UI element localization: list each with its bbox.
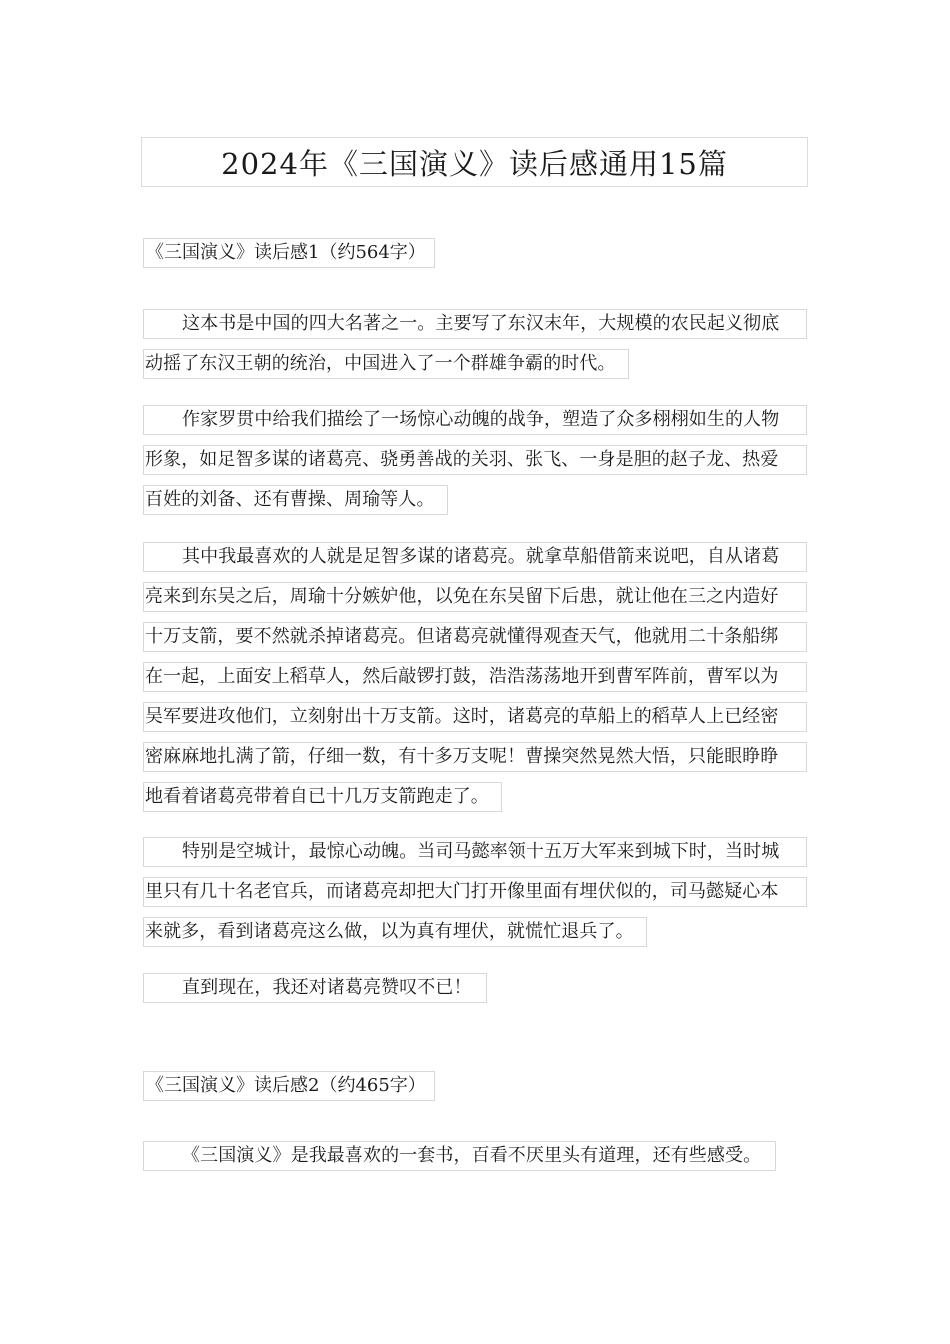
paragraph-line: 亮来到东吴之后，周瑜十分嫉妒他，以免在东吴留下后患，就让他在三之内造好 bbox=[143, 582, 807, 612]
document-title: 2024年《三国演义》读后感通用15篇 bbox=[141, 137, 808, 187]
paragraph-line: 作家罗贯中给我们描绘了一场惊心动魄的战争，塑造了众多栩栩如生的人物 bbox=[143, 405, 807, 435]
section-heading-1: 《三国演义》读后感1（约564字） bbox=[143, 238, 435, 268]
paragraph-6 bbox=[143, 1141, 807, 1185]
paragraph-line: 这本书是中国的四大名著之一。主要写了东汉末年，大规模的农民起义彻底 bbox=[143, 309, 807, 339]
paragraph-line: 形象，如足智多谋的诸葛亮、骁勇善战的关羽、张飞、一身是胆的赵子龙、热爱 bbox=[143, 445, 807, 475]
paragraph-line: 密麻麻地扎满了箭，仔细一数，有十多万支呢！曹操突然晃然大悟，只能眼睁睁 bbox=[143, 742, 807, 772]
paragraph-5 bbox=[143, 973, 807, 1017]
paragraph-line: 《三国演义》是我最喜欢的一套书，百看不厌里头有道理，还有些感受。 bbox=[143, 1141, 776, 1171]
paragraph-line: 十万支箭，要不然就杀掉诸葛亮。但诸葛亮就懂得观查天气，他就用二十条船绑 bbox=[143, 622, 807, 652]
paragraph-1 bbox=[143, 309, 807, 393]
paragraph-line: 百姓的刘备、还有曹操、周瑜等人。 bbox=[143, 485, 448, 515]
paragraph-line: 其中我最喜欢的人就是足智多谋的诸葛亮。就拿草船借箭来说吧，自从诸葛 bbox=[143, 542, 807, 572]
section-heading-2: 《三国演义》读后感2（约465字） bbox=[143, 1071, 435, 1101]
paragraph-2 bbox=[143, 405, 807, 529]
paragraph-line: 里只有几十名老官兵，而诸葛亮却把大门打开像里面有埋伏似的，司马懿疑心本 bbox=[143, 877, 807, 907]
paragraph-line: 直到现在，我还对诸葛亮赞叹不已！ bbox=[143, 973, 487, 1003]
paragraph-3 bbox=[143, 542, 807, 826]
paragraph-line: 地看着诸葛亮带着自已十几万支箭跑走了。 bbox=[143, 782, 502, 812]
paragraph-line: 吴军要进攻他们，立刻射出十万支箭。这时，诸葛亮的草船上的稻草人上已经密 bbox=[143, 702, 807, 732]
paragraph-4 bbox=[143, 837, 807, 961]
paragraph-line: 来就多，看到诸葛亮这么做，以为真有埋伏，就慌忙退兵了。 bbox=[143, 917, 647, 947]
paragraph-line: 在一起，上面安上稻草人，然后敲锣打鼓，浩浩荡荡地开到曹军阵前，曹军以为 bbox=[143, 662, 807, 692]
paragraph-line: 动摇了东汉王朝的统治，中国进入了一个群雄争霸的时代。 bbox=[143, 349, 629, 379]
paragraph-line: 特别是空城计，最惊心动魄。当司马懿率领十五万大军来到城下时，当时城 bbox=[143, 837, 807, 867]
